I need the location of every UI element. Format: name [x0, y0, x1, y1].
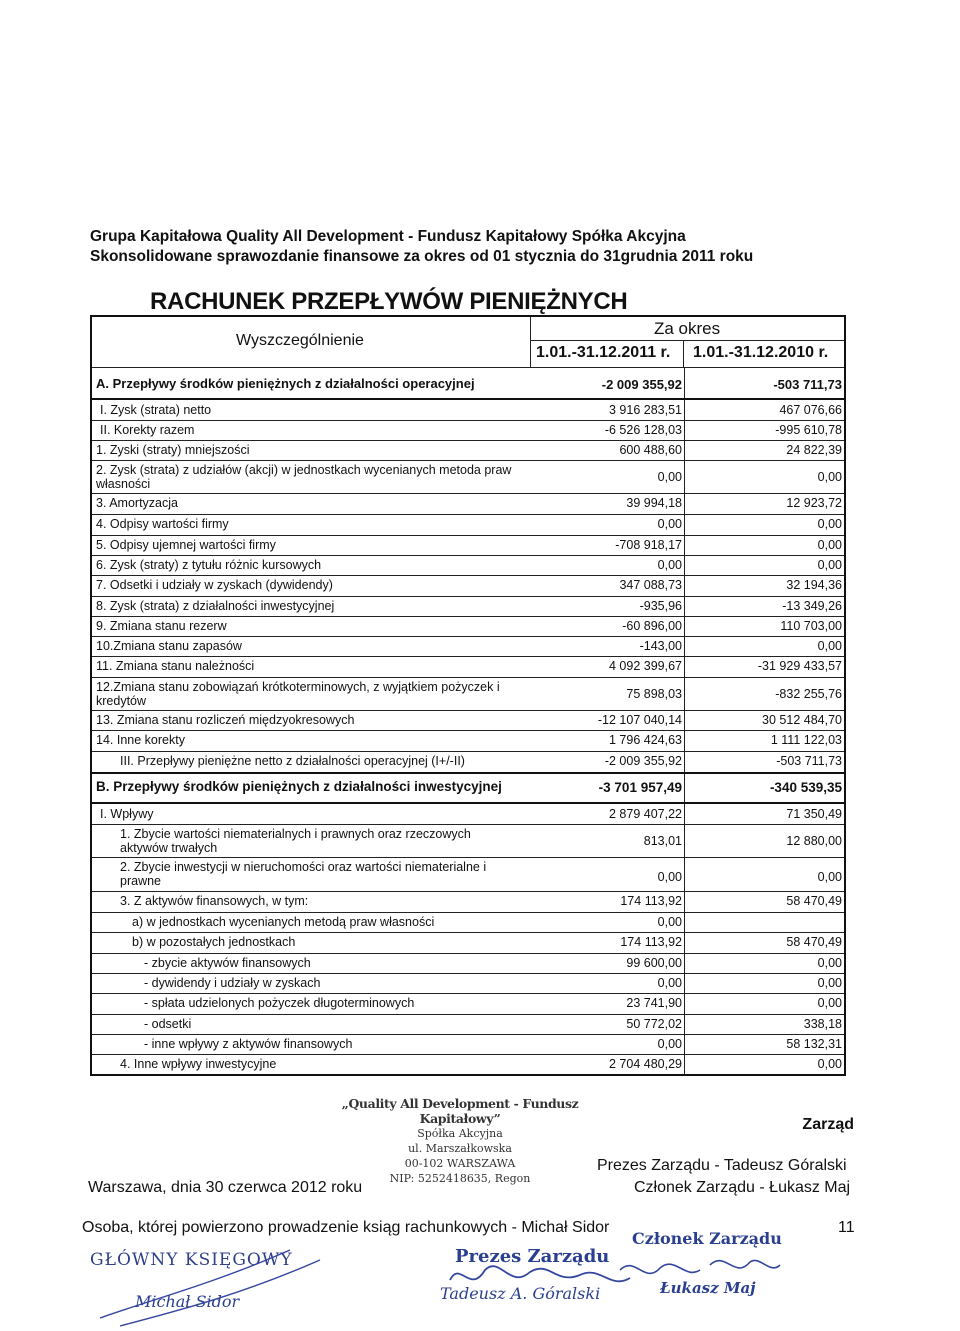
president-signature [450, 1266, 630, 1281]
row-value-2011: 2 704 480,29 [609, 1057, 682, 1071]
row-value-2010: 58 132,31 [786, 1037, 842, 1051]
table-row [92, 536, 844, 556]
row-value-2011: 0,00 [657, 915, 682, 929]
row-value-2010: -13 349,26 [782, 599, 842, 613]
report-header-company: Grupa Kapitałowa Quality All Development - Fundusz Kapitałowy Spółka Akcyjna [90, 228, 686, 245]
row-label: B. Przepływy środków pieniężnych z działalności inwestycyjnej [96, 779, 502, 794]
board-heading: Zarząd [802, 1116, 854, 1133]
row-value-2010: 71 350,49 [786, 807, 842, 821]
table-row [92, 617, 844, 637]
row-value-2010: 32 194,36 [786, 578, 842, 592]
row-value-2010: 12 923,72 [786, 496, 842, 510]
table-row [92, 1035, 844, 1055]
row-label: 4. Odpisy wartości firmy [96, 517, 229, 531]
row-value-2011: 39 994,18 [626, 496, 682, 510]
row-label: - spłata udzielonych pożyczek długoterminowych [144, 996, 415, 1010]
column-header-2010: 1.01.-31.12.2010 r. [693, 344, 829, 361]
row-value-2010: -340 539,35 [769, 780, 842, 795]
table-row [92, 711, 844, 731]
row-value-2011: 23 741,90 [626, 996, 682, 1010]
row-value-2011: -3 701 957,49 [598, 780, 682, 795]
row-label: II. Korekty razem [100, 423, 195, 437]
row-value-2011: -6 526 128,03 [604, 423, 682, 437]
row-label: 8. Zysk (strata) z działalności inwestycyjnej [96, 599, 335, 613]
accountant-stamp: GŁÓWNY KSIĘGOWY [90, 1250, 293, 1270]
stamp-nip: NIP: 5252418635, Regon [389, 1172, 531, 1185]
row-label: 9. Zmiana stanu rezerw [96, 619, 227, 633]
handwritten-signatures [60, 1240, 920, 1330]
row-value-2010: 1 111 122,03 [770, 733, 842, 747]
row-value-2010: 24 822,39 [786, 443, 842, 457]
row-label: A. Przepływy środków pieniężnych z działalności operacyjnej [96, 376, 475, 391]
row-value-2010: 0,00 [817, 558, 842, 572]
row-value-2011: 0,00 [657, 470, 682, 484]
column-header-period: Za okres [654, 319, 721, 338]
row-value-2011: 813,01 [643, 834, 682, 848]
row-label: I. Zysk (strata) netto [100, 403, 212, 417]
row-value-2010: 338,18 [803, 1017, 842, 1031]
row-label: - zbycie aktywów finansowych [144, 956, 311, 970]
table-row [92, 954, 844, 974]
table-row [92, 775, 844, 800]
row-value-2010: 30 512 484,70 [762, 713, 842, 727]
row-label: 3. Amortyzacja [96, 496, 178, 510]
row-label: - dywidendy i udziały w zyskach [144, 976, 321, 990]
row-label: - odsetki [144, 1017, 192, 1031]
row-label: - inne wpływy z aktywów finansowych [144, 1037, 353, 1051]
column-header-2011: 1.01.-31.12.2011 r. [536, 344, 671, 361]
row-label: 12.Zmiana stanu zobowiązań krótkoterminowych, z wyjątkiem pożyczek i kredytów [96, 680, 500, 708]
table-row [92, 401, 844, 421]
col-divider [683, 340, 684, 367]
row-label: 10.Zmiana stanu zapasów [96, 639, 242, 653]
stamp-postal: 00-102 WARSZAWA [404, 1157, 516, 1170]
table-row [92, 576, 844, 596]
row-value-2010: 0,00 [817, 517, 842, 531]
row-label: 2. Zysk (strata) z udziałów (akcji) w jednostkach wycenianych metoda praw własności [96, 463, 512, 491]
row-value-2010: -503 711,73 [773, 377, 842, 392]
table-row [92, 556, 844, 576]
row-value-2011: 600 488,60 [619, 443, 682, 457]
place-date: Warszawa, dnia 30 czerwca 2012 roku [88, 1179, 363, 1196]
row-value-2011: 75 898,03 [626, 687, 682, 701]
table-row [92, 974, 844, 994]
table-row [92, 731, 844, 751]
row-label: 2. Zbycie inwestycji w nieruchomości oraz wartości niematerialne i prawne [120, 860, 487, 888]
row-value-2010: -832 255,76 [775, 687, 842, 701]
row-value-2010: -31 929 433,57 [757, 659, 842, 673]
row-label: 1. Zyski (straty) mniejszości [96, 443, 250, 457]
period-divider [530, 340, 844, 341]
accountant-signature [100, 1250, 320, 1326]
row-label: 7. Odsetki i udziały w zyskach (dywidendy) [96, 578, 333, 592]
row-label: b) w pozostałych jednostkach [132, 935, 296, 949]
report-header-period: Skonsolidowane sprawozdanie finansowe za okres od 01 stycznia do 31grudnia 2011 roku [90, 248, 754, 265]
row-value-2010: 58 470,49 [786, 935, 842, 949]
page-title: RACHUNEK PRZEPŁYWÓW PIENIĘŻNYCH [150, 288, 628, 315]
president-stamp-name: Tadeusz A. Góralski [440, 1284, 601, 1303]
row-value-2011: 0,00 [657, 976, 682, 990]
section-divider [92, 802, 844, 804]
table-row [92, 825, 844, 857]
board-member: Członek Zarządu - Łukasz Maj [634, 1179, 851, 1196]
row-label: III. Przepływy pieniężne netto z działalności operacyjnej (I+/-II) [120, 754, 465, 768]
stamp-street: ul. Marszałkowska [408, 1142, 512, 1155]
accountant-stamp-name: Michał Sidor [135, 1292, 240, 1311]
row-label: 3. Z aktywów finansowych, w tym: [120, 894, 309, 908]
row-value-2010: 0,00 [817, 538, 842, 552]
table-row [92, 494, 844, 514]
row-value-2011: 174 113,92 [620, 894, 682, 908]
row-value-2010: 0,00 [817, 956, 842, 970]
header-bottom-line [92, 367, 844, 368]
row-label: 1. Zbycie wartości niematerialnych i prawnych oraz rzeczowych aktywów trwałych [120, 827, 471, 855]
table-row [92, 913, 844, 933]
page-number: 11 [838, 1219, 855, 1236]
row-label: 6. Zysk (straty) z tytułu różnic kursowych [96, 558, 322, 572]
table-row [92, 892, 844, 912]
row-value-2010: -995 610,78 [775, 423, 842, 437]
row-value-2011: 1 796 424,63 [609, 733, 682, 747]
row-value-2011: 50 772,02 [626, 1017, 682, 1031]
member-stamp-name: Łukasz Maj [660, 1279, 756, 1297]
column-header-label: Wyszczególnienie [236, 332, 364, 349]
row-value-2010: 0,00 [817, 870, 842, 884]
row-label: 5. Odpisy ujemnej wartości firmy [96, 538, 276, 552]
row-value-2010: 58 470,49 [786, 894, 842, 908]
row-label: I. Wpływy [100, 807, 154, 821]
row-label: 13. Zmiana stanu rozliczeń międzyokresowych [96, 713, 355, 727]
table-row [92, 933, 844, 953]
row-label: 4. Inne wpływy inwestycyjne [120, 1057, 277, 1071]
president-stamp: Prezes Zarządu [455, 1246, 610, 1267]
table-row [92, 752, 844, 772]
row-value-2011: 99 600,00 [626, 956, 682, 970]
row-value-2011: 2 879 407,22 [609, 807, 682, 821]
table-row [92, 657, 844, 677]
header-divider [530, 317, 531, 367]
row-value-2010: 0,00 [817, 996, 842, 1010]
row-value-2010: 110 703,00 [780, 619, 842, 633]
table-row [92, 1015, 844, 1035]
row-value-2011: 0,00 [657, 1037, 682, 1051]
table-row [92, 372, 844, 396]
row-value-2010: 12 880,00 [786, 834, 842, 848]
row-value-2010: 467 076,66 [779, 403, 842, 417]
row-value-2011: 3 916 283,51 [609, 403, 682, 417]
table-row [92, 805, 844, 825]
row-value-2011: -2 009 355,92 [601, 377, 682, 392]
row-value-2010: 0,00 [817, 976, 842, 990]
row-value-2010: 0,00 [817, 1057, 842, 1071]
table-row [92, 461, 844, 493]
table-row [92, 421, 844, 441]
section-divider [92, 398, 844, 400]
section-divider [92, 772, 844, 774]
member-stamp: Członek Zarządu [632, 1229, 782, 1248]
row-label: a) w jednostkach wycenianych metodą praw własności [132, 915, 435, 929]
row-value-2010: 0,00 [817, 639, 842, 653]
table-row [92, 858, 844, 890]
row-value-2011: 0,00 [657, 517, 682, 531]
accountant-line: Osoba, której powierzono prowadzenie ksiąg rachunkowych - Michał Sidor [82, 1219, 610, 1236]
row-value-2011: 0,00 [657, 870, 682, 884]
row-value-2011: 4 092 399,67 [609, 659, 682, 673]
row-label: 11. Zmiana stanu należności [96, 659, 255, 673]
table-row [92, 678, 844, 710]
row-value-2011: -60 896,00 [622, 619, 682, 633]
row-value-2010: 0,00 [817, 470, 842, 484]
table-row [92, 441, 844, 461]
stamp-company-name: „Quality All Development - Fundusz Kapitałowy” [341, 1096, 579, 1126]
member-signature [620, 1260, 780, 1273]
table-row [92, 994, 844, 1014]
row-value-2011: 347 088,73 [619, 578, 682, 592]
table-row [92, 637, 844, 657]
row-value-2011: -935,96 [639, 599, 682, 613]
row-value-2011: -708 918,17 [615, 538, 682, 552]
table-row [92, 597, 844, 617]
table-row [92, 1055, 844, 1074]
row-value-2011: -143,00 [639, 639, 682, 653]
row-value-2011: 174 113,92 [620, 935, 682, 949]
table-row [92, 515, 844, 535]
row-label: 14. Inne korekty [96, 733, 185, 747]
row-value-2011: -2 009 355,92 [604, 754, 682, 768]
company-stamp [340, 1096, 580, 1186]
row-value-2010: -503 711,73 [776, 754, 842, 768]
row-value-2011: 0,00 [657, 558, 682, 572]
stamp-legal-form: Spółka Akcyjna [417, 1127, 503, 1140]
row-value-2011: -12 107 040,14 [597, 713, 682, 727]
board-president: Prezes Zarządu - Tadeusz Góralski [597, 1157, 847, 1174]
